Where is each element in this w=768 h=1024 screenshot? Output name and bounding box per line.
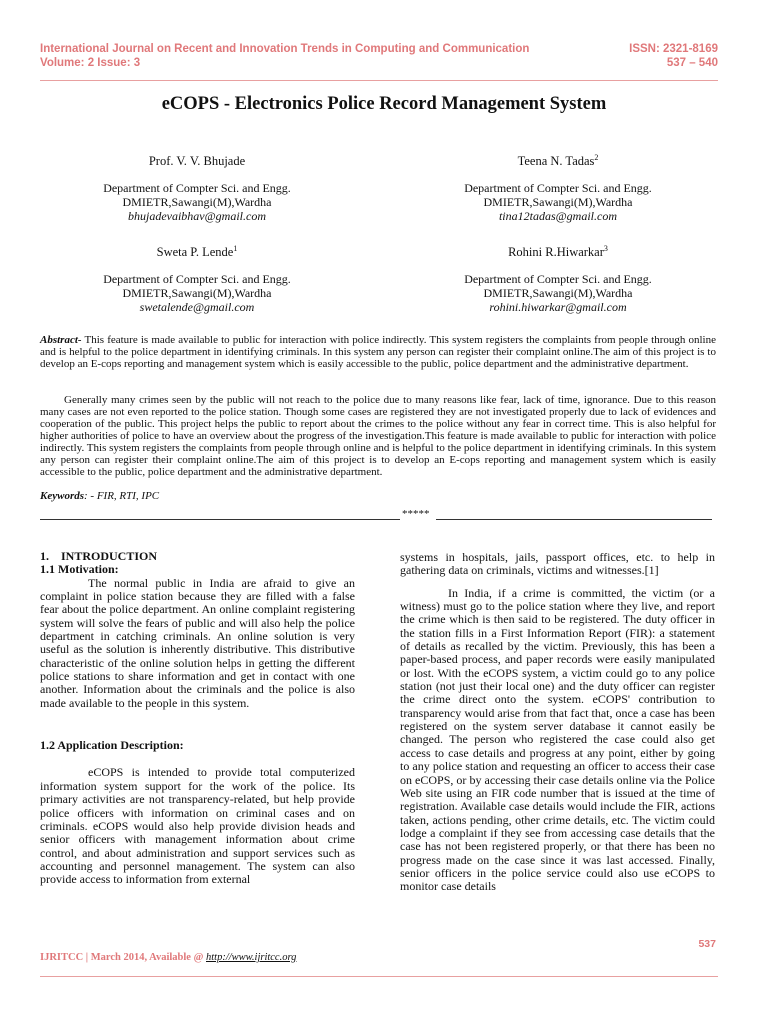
journal-issn: ISSN: 2321-8169: [629, 43, 718, 55]
journal-link[interactable]: http://www.ijritcc.org: [206, 952, 297, 963]
author-dept: Department of Compter Sci. and Engg.: [464, 181, 652, 196]
author-name: Teena N. Tadas$^2$: [517, 153, 599, 169]
motivation-paragraph: The normal public in India are afraid to give an complaint in police station because they are filled with a false fear about the police department. An online complaint registering system will solve the fears of public and will also help the police department in catching criminals. An online solution is very useful as the solution is inherently distributive. This distributive characteristic of the online solution helps in getting the different police stations to share information and get in contact with one another. Information about the criminals and the police is also made available to the people in this system.: [40, 575, 355, 710]
author-name: Prof. V. V. Bhujade: [148, 154, 246, 169]
author-dept: Department of Compter Sci. and Engg.: [464, 272, 652, 287]
section-heading-introduction: 1. INTRODUCTION: [40, 549, 158, 563]
right-paragraph-2: In India, if a crime is committed, the victim (or a witness) must go to the police station where they live, and report the crime which is then said to be registered. The duty officer in the station fills in a First Information Report (FIR): a statement of details as recalled by the victim. Previously, this has been a paper-based process, and paper records were easily manipulated or lost. With the eCOPS system, a victim could go to any police station (not just their local one) and the duty officer can register the crime direct onto the system. eCOPS' contribution to transparency would arise from that fact that, once a case has been registered on the system server database it cannot easily be changed. The person who registered the case could also get access to case details and progress at any point, either by going to any police station and requesting an officer to access their case on eCOPS, or by accessing their case details online via the Police Web site using an FIR code number that is issued at the time of registration. Available case details would include the FIR, actions taken, actions pending, other crime details, etc. The victim could lodge a complaint if they see from accessing case details that the case has not been registered properly, or that there has been no progress made on the case since it was last accessed. Finally, senior officers in the police service could also use eCOPS to monitor case details: [400, 585, 715, 894]
author-email: bhujadevaibhav@gmail.com: [127, 209, 266, 224]
footer-citation: IJRITCC | March 2014, Available @ http://www.ijritcc.org: [40, 952, 297, 963]
author-email: rohini.hiwarkar@gmail.com: [489, 300, 627, 315]
keywords: [40, 490, 159, 502]
subsection-heading-application: 1.2 Application Description:: [40, 738, 184, 753]
author-inst: DMIETR,Sawangi(M),Wardha: [483, 195, 633, 210]
author-dept: Department of Compter Sci. and Engg.: [103, 181, 291, 196]
separator-line-left: [40, 519, 400, 520]
journal-volume: Volume: 2 Issue: 3: [40, 57, 141, 69]
author-block-2: [408, 151, 708, 223]
abstract-paragraph-1: [40, 334, 716, 370]
subsection-heading-motivation: 1.1 Motivation:: [40, 562, 119, 577]
separator-stars: *****: [402, 508, 430, 520]
abstract-text: This feature is made available to public for interaction with police indirectly. This system registers the complaints from people through online and is helpful to the police department in identifying criminals. In this system any person can register their complaint online.The aim of this project is to develop an E-cops reporting and management system which is easily accessible to the public, police department and the administrative department.: [40, 334, 716, 370]
author-block-3: [47, 242, 347, 314]
author-block-1: [47, 151, 347, 223]
author-inst: DMIETR,Sawangi(M),Wardha: [122, 195, 272, 210]
author-block-4: [408, 242, 708, 314]
paper-title: eCOPS - Electronics Police Record Management System: [161, 94, 607, 114]
section-separator: [40, 508, 716, 522]
author-email: tina12tadas@gmail.com: [498, 209, 618, 224]
abstract-paragraph-2: Generally many crimes seen by the public will not reach to the police due to many reasons like fear, lack of time, ignorance. Due to this reason many cases are not even reported to the police station. Though some cases are registered they are not investigated properly due to lack of evidences and cooperation of the public. This project helps the public to report about the crimes to the police without any fear in correct time. This is also helpful for higher authorities of police to have an overview about the progress of the investigation.This feature is made available to public for interaction with police indirectly. This system registers the complaints from people through online and is helpful to the police department in identifying criminals. In this system any person can register their complaint online.The aim of this project is to develop an E-cops reporting and management system which is easily accessible to the public, police department and the administrative department.: [40, 394, 716, 478]
header-divider: [40, 80, 718, 81]
right-paragraph-1: systems in hospitals, jails, passport offices, etc. to help in gathering data on criminals, victims and witnesses.[1]: [400, 550, 715, 578]
header-left: [40, 42, 529, 70]
header-right: [629, 42, 718, 70]
keywords-label: Keywords: [40, 490, 84, 502]
author-name: Sweta P. Lende$^1$: [156, 244, 238, 260]
separator-line-right: [436, 519, 712, 520]
author-email: swetalende@gmail.com: [139, 300, 255, 315]
keywords-value: : - FIR, RTI, IPC: [84, 490, 160, 502]
author-inst: DMIETR,Sawangi(M),Wardha: [483, 286, 633, 301]
column-right: [400, 551, 715, 894]
footer-divider: [40, 976, 718, 977]
abstract-label: Abstract-: [40, 334, 82, 346]
author-dept: Department of Compter Sci. and Engg.: [103, 272, 291, 287]
page-number: 537: [698, 938, 716, 950]
application-paragraph: eCOPS is intended to provide total computerized information system support for the work of the police. Its primary activities are not transparency-related, but help provide police officers with information on criminal cases and on criminals. eCOPS would also help provide division heads and senior officers with management information about crime control, and about administration and support services such as accounting and personnel management. The system can also provide access to information from external: [40, 765, 355, 887]
column-left: [40, 550, 355, 887]
journal-name: International Journal on Recent and Innovation Trends in Computing and Communication: [40, 43, 530, 55]
author-inst: DMIETR,Sawangi(M),Wardha: [122, 286, 272, 301]
author-name: Rohini R.Hiwarkar$^3$: [508, 244, 608, 260]
page-range: 537 – 540: [666, 57, 718, 69]
